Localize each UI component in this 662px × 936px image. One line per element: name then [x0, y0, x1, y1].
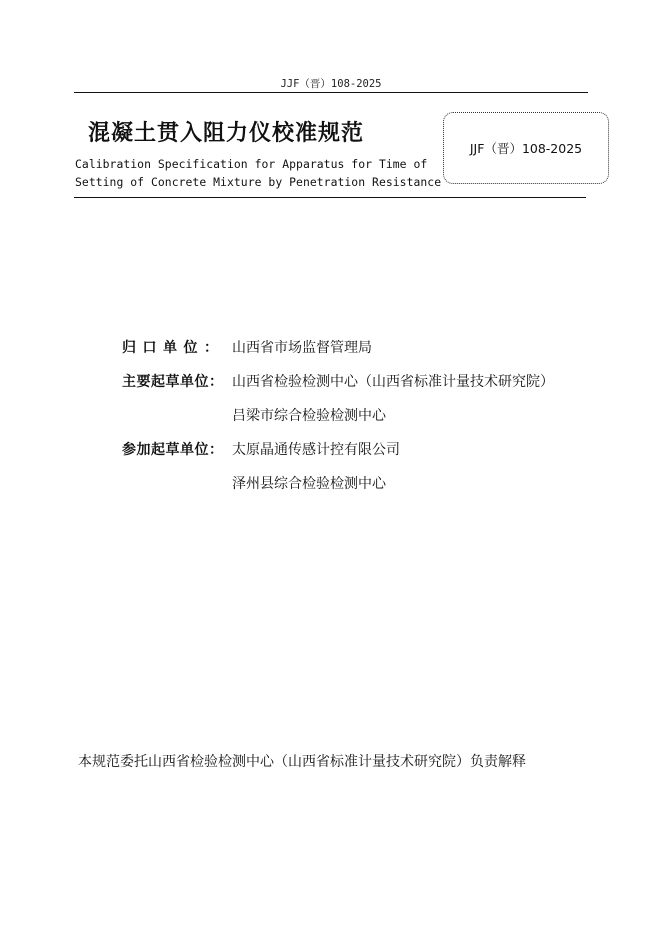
central-unit-row: [122, 337, 554, 371]
header-rule: [74, 92, 588, 93]
main-drafting-unit-label: 主要起草单位：: [122, 374, 224, 390]
title-rule: [74, 197, 586, 198]
spec-code: JJF（晋）108-2025: [469, 141, 583, 156]
participating-unit-row: [122, 439, 554, 473]
title-english: [75, 155, 441, 191]
participating-unit-value: 太原晶通传感计控有限公司: [232, 442, 400, 458]
title-english-line-1: Calibration Specification for Apparatus for Time of: [75, 157, 428, 171]
participating-unit-value: 泽州县综合检验检测中心: [232, 476, 386, 492]
central-unit-value: 山西省市场监督管理局: [232, 340, 372, 356]
participating-unit-label: 参加起草单位：: [122, 442, 224, 458]
participating-unit-row: [122, 473, 554, 507]
drafting-units: [122, 337, 554, 507]
main-drafting-unit-row: [122, 405, 554, 439]
title-chinese: 混凝土贯入阻力仪校准规范: [88, 121, 365, 146]
interpretation-note: 本规范委托山西省检验检测中心（山西省标准计量技术研究院）负责解释: [78, 754, 526, 770]
main-drafting-unit-row: [122, 371, 554, 405]
spec-code-box: [443, 112, 609, 184]
title-english-line-2: Setting of Concrete Mixture by Penetration Resistance: [75, 175, 442, 189]
central-unit-label: 归口单位：: [122, 340, 225, 356]
main-drafting-unit-value: 吕梁市综合检验检测中心: [232, 408, 386, 424]
running-header-code: JJF（晋）108-2025: [280, 78, 382, 90]
main-drafting-unit-value: 山西省检验检测中心（山西省标准计量技术研究院）: [232, 374, 554, 390]
